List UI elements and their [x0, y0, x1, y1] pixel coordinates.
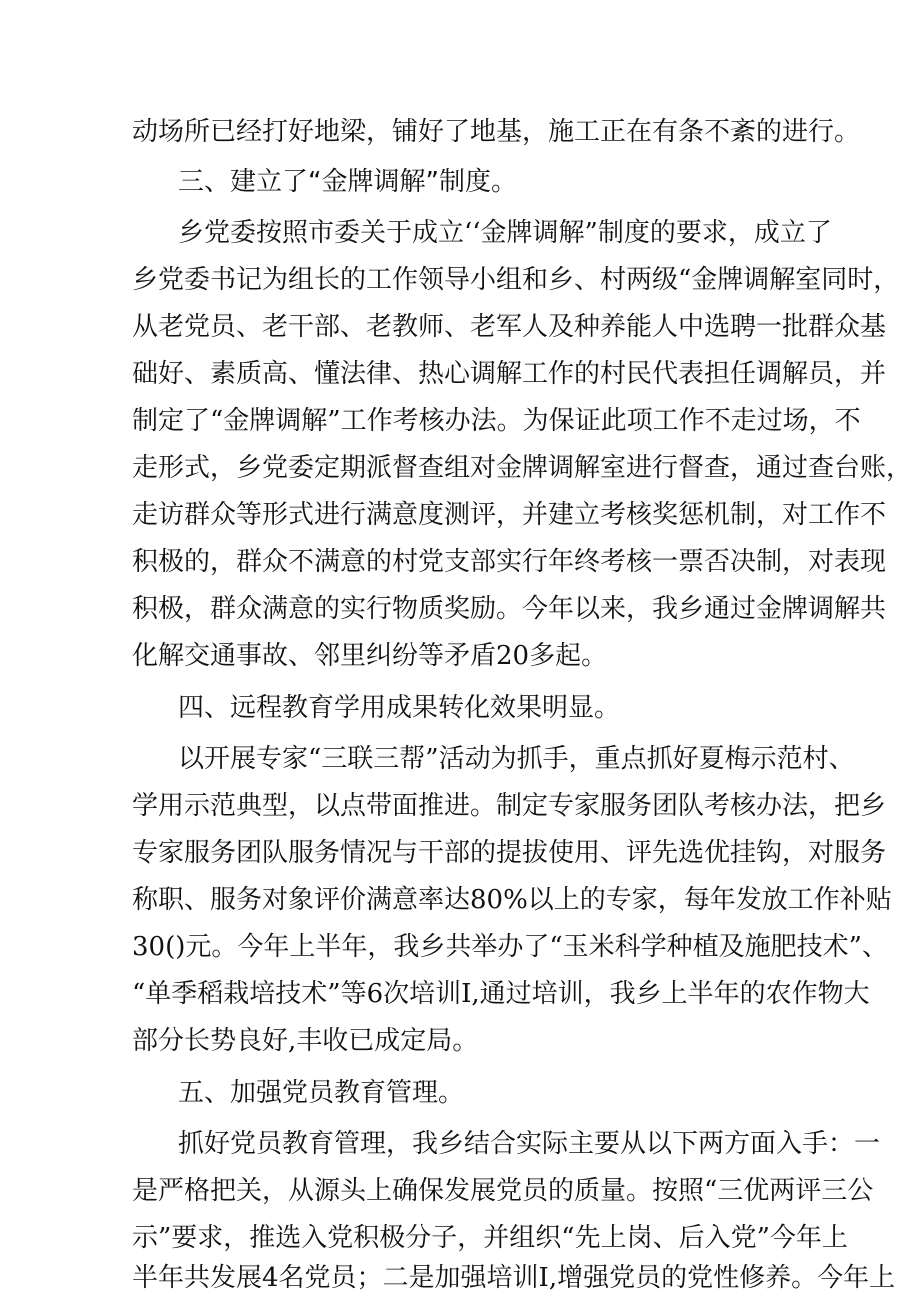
text-line: 从老党员、老干部、老教师、老军人及种养能人中选聘一批群众基 — [132, 312, 887, 342]
text-line: 础好、素质高、懂法律、热心调解工作的村民代表担任调解员，并 — [132, 359, 887, 389]
section-heading-5: 五、加强党员教育管理。 — [178, 1078, 465, 1108]
text-line: 积极，群众满意的实行物质奖励。今年以来，我乡通过金牌调解共 — [132, 594, 887, 624]
text-line: 走形式，乡党委定期派督查组对金牌调解室进行督查，通过查台账， — [132, 453, 913, 483]
text-line: 以开展专家“三联三帮”活动为抓手，重点抓好夏梅示范村、 — [178, 744, 855, 774]
text-line: 积极的，群众不满意的村党支部实行年终考核一票否决制，对表现 — [132, 547, 887, 577]
text-line: 走访群众等形式进行满意度测评，并建立考核奖惩机制，对工作不 — [132, 500, 887, 530]
text-line: 部分长势良好,丰收已成定局。 — [132, 1026, 479, 1056]
text-line: 半年共发展4名党员；二是加强培训I,增强党员的党性修养。今年上 — [132, 1263, 896, 1293]
text-line: 制定了“金牌调解”工作考核办法。为保证此项工作不走过场，不 — [132, 406, 861, 436]
text-line: 称职、服务对象评价满意率达80%以上的专家，每年发放工作补贴 — [132, 885, 892, 915]
text-line: 专家服务团队服务情况与干部的提拔使用、评先选优挂钩，对服务 — [132, 838, 887, 868]
text-line: “单季稻栽培技术”等6次培训I,通过培训，我乡上半年的农作物大 — [132, 979, 870, 1009]
text-line: 学用示范典型，以点带面推进。制定专家服务团队考核办法，把乡 — [132, 791, 887, 821]
section-heading-3: 三、建立了“金牌调解”制度。 — [178, 167, 517, 197]
text-line: 是严格把关，从源头上确保发展党员的质量。按照“三优两评三公 — [132, 1176, 874, 1206]
text-line: 化解交通事故、邻里纠纷等矛盾20多起。 — [132, 641, 608, 671]
text-line: 30()元。今年上半年，我乡共举办了“玉米科学种植及施肥技术”、 — [132, 932, 888, 962]
text-line: 乡党委按照市委关于成立‘‘金牌调解”制度的要求，成立了 — [178, 218, 832, 248]
text-line: 示”要求，推选入党积极分子，并组织“先上岗、后入党”今年上 — [132, 1223, 848, 1253]
text-line: 乡党委书记为组长的工作领导小组和乡、村两级“金牌调解室同时， — [132, 265, 900, 295]
section-heading-4: 四、远程教育学用成果转化效果明显。 — [178, 693, 621, 723]
text-line: 动场所已经打好地梁，铺好了地基，施工正在有条不紊的进行。 — [132, 117, 861, 147]
text-line: 抓好党员教育管理，我乡结合实际主要从以下两方面入手：一 — [178, 1129, 881, 1159]
